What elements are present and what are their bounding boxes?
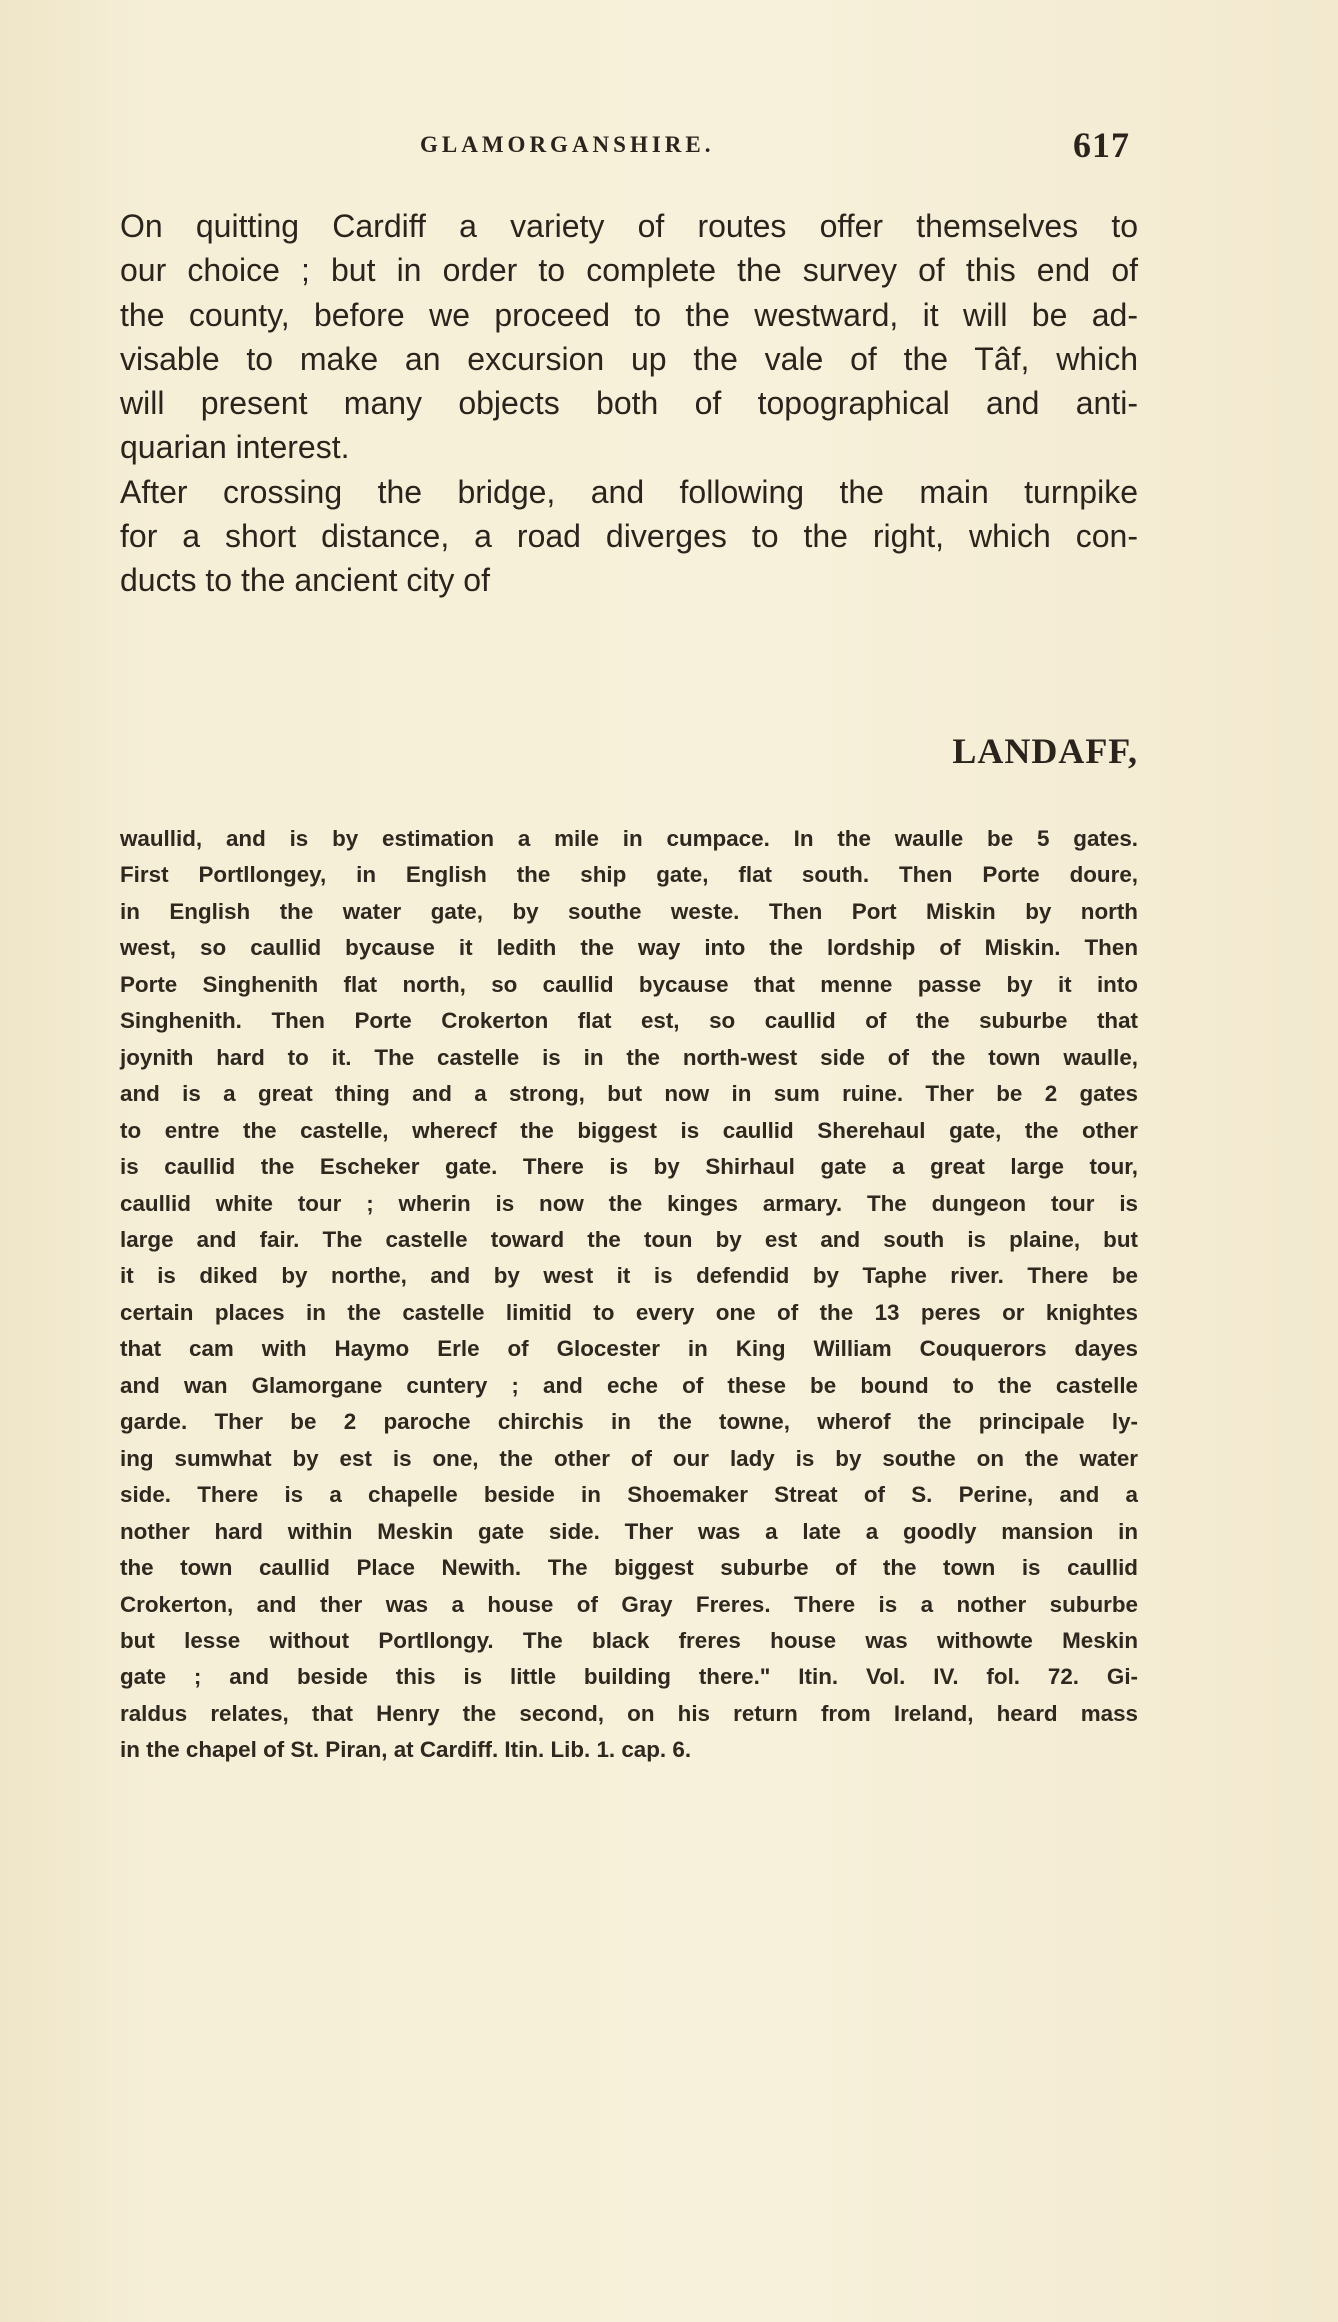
- footnote-line: in English the water gate, by southe weste. Then Port Miskin by north: [120, 898, 1138, 924]
- footnote-line: Crokerton, and ther was a house of Gray Freres. There is a nother suburbe: [120, 1591, 1138, 1617]
- footnote-line: large and fair. The castelle toward the toun by est and south is plaine, but: [120, 1226, 1138, 1252]
- footnote-line: in the chapel of St. Piran, at Cardiff. Itin. Lib. 1. cap. 6.: [120, 1737, 692, 1763]
- footnote-line: is caullid the Escheker gate. There is by Shirhaul gate a great large tour,: [120, 1154, 1138, 1180]
- footnote-line: ing sumwhat by est is one, the other of our lady is by southe on the water: [120, 1445, 1138, 1471]
- footnote-line: side. There is a chapelle beside in Shoemaker Streat of S. Perine, and a: [120, 1482, 1138, 1508]
- footnote-line: gate ; and beside this is little building there." Itin. Vol. IV. fol. 72. Gi-: [120, 1664, 1138, 1690]
- footnote-quotation: [120, 821, 1138, 1769]
- page-number: 617: [1073, 125, 1130, 165]
- footnote-line: but lesse without Portllongy. The black freres house was withowte Meskin: [120, 1627, 1138, 1653]
- footnote-line: that cam with Haymo Erle of Glocester in King William Couquerors dayes: [120, 1336, 1138, 1362]
- footnote-line: First Portllongey, in English the ship gate, flat south. Then Porte doure,: [120, 862, 1138, 888]
- text-line: quarian interest.: [120, 429, 350, 466]
- text-line: On quitting Cardiff a variety of routes offer themselves to: [120, 208, 1138, 244]
- footnote-line: joynith hard to it. The castelle is in the north-west side of the town waulle,: [120, 1044, 1138, 1070]
- text-line: the county, before we proceed to the westward, it will be ad-: [120, 296, 1138, 333]
- footnote-line: raldus relates, that Henry the second, on his return from Ireland, heard mass: [120, 1700, 1138, 1726]
- footnote-line: garde. Ther be 2 paroche chirchis in the towne, wherof the principale ly-: [120, 1409, 1138, 1435]
- footnote-line: certain places in the castelle limitid to every one of the 13 peres or knightes: [120, 1299, 1138, 1325]
- section-heading: LANDAFF,: [952, 731, 1138, 771]
- text-line: After crossing the bridge, and following the main turnpike: [120, 473, 1138, 510]
- footnote-line: the town caullid Place Newith. The biggest suburbe of the town is caullid: [120, 1555, 1138, 1581]
- running-title: GLAMORGANSHIRE.: [420, 132, 715, 157]
- text-line: our choice ; but in order to complete the survey of this end of: [120, 252, 1138, 289]
- footnote-line: Singhenith. Then Porte Crokerton flat est, so caullid of the suburbe that: [120, 1008, 1138, 1034]
- footnote-line: nother hard within Meskin gate side. Ther was a late a goodly mansion in: [120, 1518, 1138, 1544]
- footnote-line: waullid, and is by estimation a mile in cumpace. In the waulle be 5 gates.: [120, 826, 1138, 851]
- page-header: [120, 125, 1130, 168]
- footnote-line: caullid white tour ; wherin is now the kinges armary. The dungeon tour is: [120, 1190, 1138, 1216]
- footnote-line: Porte Singhenith flat north, so caullid bycause that menne passe by it into: [120, 971, 1138, 997]
- text-line: for a short distance, a road diverges to the right, which con-: [120, 518, 1138, 555]
- footnote-line: west, so caullid bycause it ledith the way into the lordship of Miskin. Then: [120, 935, 1138, 961]
- footnote-line: to entre the castelle, wherecf the biggest is caullid Sherehaul gate, the other: [120, 1117, 1138, 1143]
- footnote-line: it is diked by northe, and by west it is defendid by Taphe river. There be: [120, 1263, 1138, 1289]
- text-line: visable to make an excursion up the vale of the Tâf, which: [120, 340, 1138, 377]
- footnote-line: and is a great thing and a strong, but now in sum ruine. Ther be 2 gates: [120, 1081, 1138, 1107]
- paragraph-1: [120, 204, 1138, 470]
- main-text: [120, 204, 1138, 603]
- text-line: will present many objects both of topographical and anti-: [120, 385, 1138, 422]
- text-line: ducts to the ancient city of: [120, 562, 490, 599]
- paragraph-2: [120, 470, 1138, 603]
- footnote-line: and wan Glamorgane cuntery ; and eche of these be bound to the castelle: [120, 1372, 1138, 1398]
